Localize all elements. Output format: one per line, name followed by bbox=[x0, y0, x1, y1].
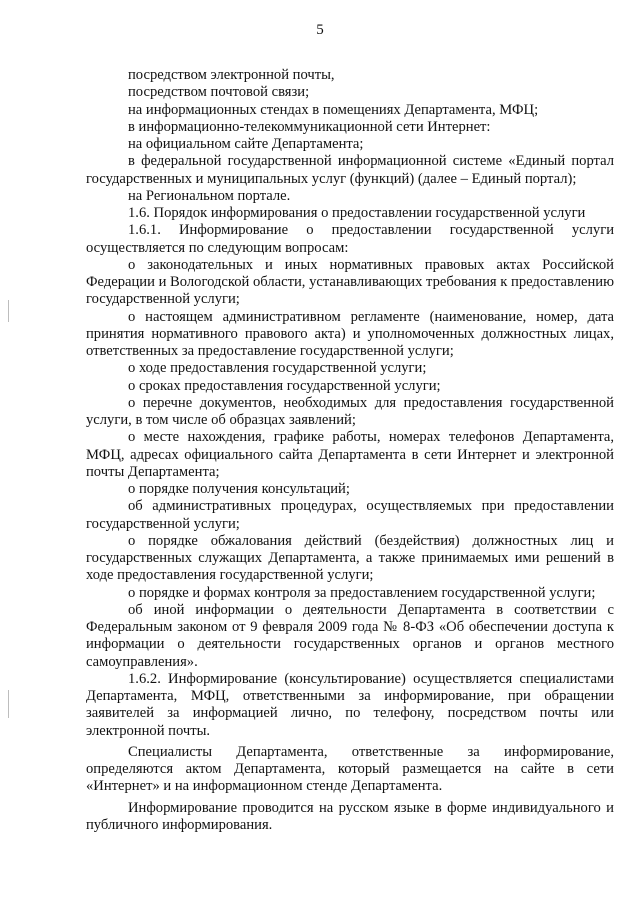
paragraph: на Региональном портале. bbox=[128, 187, 291, 204]
paragraph: 1.6.1. Информирование о предоставлении государственной услуги осуществляется по следующим вопросам: bbox=[86, 222, 614, 256]
paragraph: Специалисты Департамента, ответственные за информирование, определяются актом Департамента, который размещается на сайте в сети «Интернет» и на информационном стенде Департамента. bbox=[86, 743, 614, 795]
list-item: о порядке обжалования действий (бездействия) должностных лиц и государственных служащих Департамента, а также принимаемых ими решений в ходе предоставления государственной услуги; bbox=[86, 532, 614, 584]
list-item: об административных процедурах, осуществляемых при предоставлении государственной услуги; bbox=[86, 498, 614, 532]
page-number: 5 bbox=[316, 22, 324, 38]
paragraph: Информирование проводится на русском языке в форме индивидуального и публичного информирования. bbox=[86, 799, 614, 833]
paragraph: посредством электронной почты, bbox=[128, 67, 335, 83]
paragraph: в информационно-телекоммуникационной сети Интернет: bbox=[128, 118, 491, 135]
list-item: о ходе предоставления государственной услуги; bbox=[128, 360, 427, 377]
paragraph: на официальном сайте Департамента; bbox=[128, 136, 364, 152]
list-item: о сроках предоставления государственной услуги; bbox=[128, 377, 441, 394]
list-item: о законодательных и иных нормативных правовых актах Российской Федерации и Вологодской области, устанавливающих требования к предоставлению государственной услуги; bbox=[86, 256, 614, 308]
scan-margin-mark bbox=[8, 300, 9, 322]
paragraph: посредством почтовой связи; bbox=[128, 84, 310, 101]
section-heading: 1.6. Порядок информирования о предоставлении государственной услуги bbox=[128, 205, 586, 221]
list-item: о порядке получения консультаций; bbox=[128, 481, 350, 497]
list-item: о порядке и формах контроля за предоставлением государственной услуги; bbox=[128, 584, 596, 601]
paragraph: на информационных стендах в помещениях Департамента, МФЦ; bbox=[128, 101, 539, 118]
scan-margin-mark bbox=[8, 690, 9, 718]
list-item: о месте нахождения, графике работы, номерах телефонов Департамента, МФЦ, адресах официального сайта Департамента в сети Интернет и электронной почты Департамента; bbox=[86, 429, 614, 480]
paragraph: в федеральной государственной информационной системе «Единый портал государственных и муниципальных услуг (функций) (далее – Единый портал); bbox=[86, 153, 614, 187]
list-item: о перечне документов, необходимых для предоставления государственной услуги, в том числе об образцах заявлений; bbox=[86, 394, 614, 428]
paragraph: 1.6.2. Информирование (консультирование) осуществляется специалистами Департамента, МФЦ, ответственными за информирование, при обращении заявителей за информацией лично, по телефону, посредством почты или электронной почты. bbox=[86, 670, 614, 739]
list-item: об иной информации о деятельности Департамента в соответствии с Федеральным законом от 9 февраля 2009 года № 8-ФЗ «Об обеспечении доступа к информации о деятельности государственных органов и органов местного самоуправления». bbox=[86, 601, 614, 670]
document-body bbox=[86, 67, 614, 834]
list-item: о настоящем административном регламенте (наименование, номер, дата принятия нормативного правового акта) и уполномоченных должностных лицах, ответственных за предоставление государственной услуги; bbox=[86, 308, 614, 359]
